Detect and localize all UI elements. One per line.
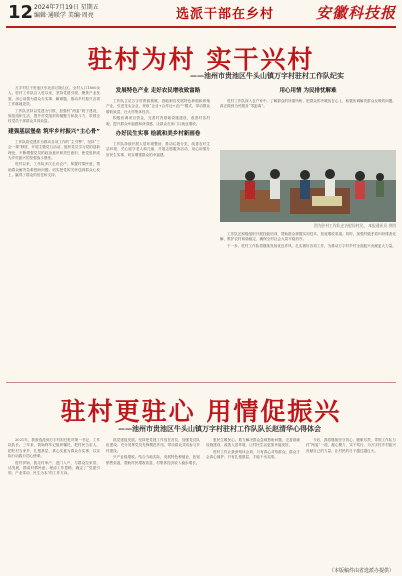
- article1-column-2: [106, 86, 210, 376]
- paragraph: 驻村伊始，我走村串户、进门入户，与群众拉家常、话发展，摸清村情民意，理清工作思路，确定了“党建引领、产业带动、民生为本”的工作方向。: [8, 460, 100, 476]
- paragraph: 下一步，驻村工作队将继续发扬优良作风，扎实做好各项工作，为推动万字村乡村全面振兴贡献更大力量。: [227, 243, 396, 248]
- article2-subheadline: ——池州市贵池区牛头山镇万字村驻村工作队队长赵清华心得体会: [118, 425, 321, 433]
- section-subhead: 用心用情 为民排忧解难: [279, 88, 337, 94]
- news-photo: [220, 150, 396, 222]
- editors-text: 编辑·通联学 美编·周亮: [34, 12, 94, 19]
- article2-headline: 驻村更驻心 用情促振兴: [60, 397, 342, 426]
- masthead: [0, 0, 402, 26]
- paragraph: 惠民生暖民心。着力解决群众急难愁盼问题，完善基础设施建设，改善人居环境，让村民生活更加幸福美好。: [206, 438, 300, 448]
- date-line: [34, 4, 99, 20]
- paragraph: 今后，我将继续坚守初心，履职尽责，带领工作队与村“两委”一道，凝心聚力、实干笃行，为万字村乡村振兴贡献自己的力量，让村民的日子越过越红火。: [306, 438, 396, 453]
- paragraph: 工作队坚持以党建为引领，加强村“两委”班子建设，规范组织生活，提升村党组织的凝聚力和战斗力，带领全村党员干部群众共同致富。: [8, 108, 100, 124]
- paragraph: 工作队将党建作为推动各项工作的“主引擎”，坚持“三会一课”制度，开展主题党日活动，组织党员学习党的创新理论，不断增强党员的政治意识和责任意识，使党组织成为乡村振兴的坚强战斗堡垒。: [8, 139, 100, 161]
- paragraph: 积极协调项目资金，完善村内基础设施建设，改善村容村貌，提升群众幸福感和获得感，让群众在家门口就业增收。: [106, 116, 210, 126]
- photo-scene: [220, 150, 396, 222]
- article1-column-3: [220, 86, 396, 148]
- article2-column-4: [306, 438, 396, 558]
- date-text: 2024年7月19日 星期五: [34, 4, 99, 11]
- paper-logo: 安徽科技报: [315, 4, 396, 22]
- article2-column-1: [8, 438, 100, 566]
- paragraph: 万字村位于贵池区东北部丘陵山区，全村人口1800余人。驻村工作队自入驻以来，坚持党建引领，聚焦产业发展，用心用情为群众办实事、解难题，推动乡村振兴各项工作落地见效。: [8, 86, 100, 107]
- article1-column-4: [220, 232, 396, 376]
- header-rule: [6, 26, 396, 28]
- article-divider: [6, 382, 396, 383]
- article1-column-1: [8, 86, 100, 376]
- paragraph: 2021年，我被选派到万字村担任驻村第一书记、工作队队长。三年来，我始终牢记组织嘱托，把村民当亲人，把驻村当家乡，扎根基层，真心实意为群众办实事，以实际行动践行初心使命。: [8, 438, 100, 459]
- paragraph: 工作队立足万字村资源禀赋，因地制宜发展特色种植和养殖产业，引进龙头企业，采取“企业+合作社+农户”模式，带动群众增收致富，壮大村集体经济。: [106, 99, 210, 114]
- article1-headline: 驻村为村 实干兴村: [87, 45, 315, 74]
- paragraph: 工作队持续开展人居环境整治，推动垃圾分类，改善农村生活环境；关心留守老人和儿童，开展志愿服务活动，用心用情办好民生实事，切实增强群众的幸福感。: [106, 142, 210, 157]
- section-subhead: 建强基层堡垒 筑牢乡村振兴“主心骨”: [8, 128, 100, 135]
- page-number: 12: [8, 2, 34, 23]
- section-title: 选派干部在乡村: [176, 7, 275, 22]
- article1-subheadline: ——池州市贵池区牛头山镇万字村驻村工作队纪实: [190, 72, 344, 80]
- paragraph: 驻村工作让我深刻体会到，只有真心对待群众，群众才会真心拥护；只有扎根基层，才能干出实绩。: [206, 449, 300, 460]
- paragraph: 抓党建促发展。坚持把党建工作放在首位，加强党员队伍建设，充分发挥党员先锋模范作用，带动群众共同参与乡村建设。: [106, 438, 200, 453]
- paragraph: 兴产业促增收。结合当地实际，发展特色种植业，拓宽销售渠道，帮助村民增收致富，村集体经济收入稳步增长。: [106, 455, 200, 465]
- paragraph: 工作队还积极组织开展技能培训，帮助群众掌握实用技术，拓宽增收渠道。同时，加强村级矛盾纠纷排查化解，维护农村和谐稳定，确保全村社会大局平稳有序。: [220, 232, 396, 242]
- photo-caption: 图为驻村工作队走访慰问村民。 本报通讯员 供图: [313, 223, 396, 228]
- paragraph: 驻村工作队深入农户家中，了解群众的所需所盼，把群众的冷暖放在心上，积极协调解决群众反映的问题，真正做到为民服务“零距离”。: [220, 99, 396, 109]
- section-subhead: 办好民生实事 绘就和美乡村新画卷: [115, 131, 201, 138]
- article2-column-3: [206, 438, 300, 566]
- paragraph: 驻村以来，工作队多次走访农户，掌握村情民意，帮助群众解决急难愁盼问题，切实把党的关怀送到群众心坎上，赢得了群众的信任和支持。: [8, 162, 100, 178]
- article2-column-2: [106, 438, 200, 566]
- section-subhead: 发展特色产业 走好农民增收致富路: [115, 88, 201, 94]
- source-credit: （本版稿件由省选派办提供）: [328, 568, 394, 574]
